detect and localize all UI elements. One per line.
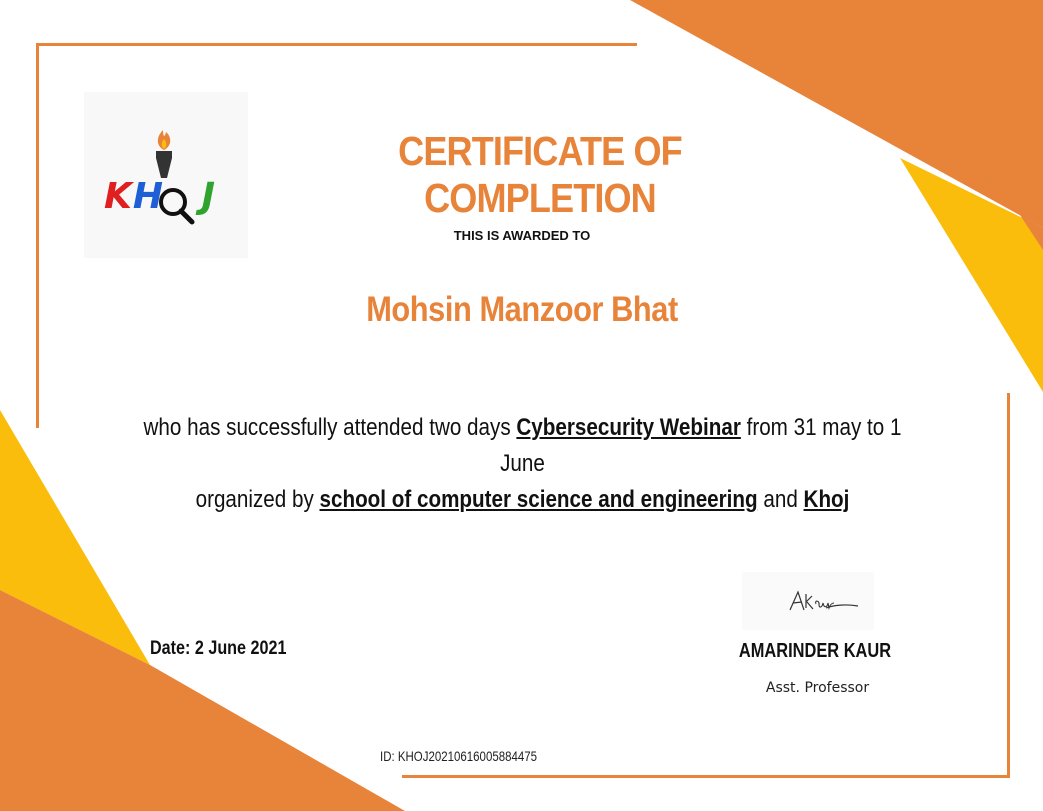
logo-letter-j: J — [201, 176, 217, 217]
bottom-left-orange-triangle — [0, 590, 405, 811]
handwritten-signature-icon — [742, 572, 874, 630]
body-line1-prefix: who has successfully attended two days — [143, 414, 517, 441]
logo-letter-o — [162, 176, 194, 217]
frame-right-line — [1007, 393, 1010, 778]
body-line2-mid: and — [757, 486, 804, 513]
logo-letter-k: K — [104, 176, 133, 217]
frame-left-line — [36, 43, 39, 428]
logo-wordmark — [104, 176, 216, 217]
certificate-date: Date: 2 June 2021 — [150, 638, 287, 659]
logo-letter-h: H — [132, 176, 165, 217]
organizer-name: school of computer science and engineering — [319, 486, 758, 513]
body-line2-prefix: organized by — [195, 486, 320, 513]
awarded-label: THIS IS AWARDED TO — [453, 228, 591, 243]
body-line1-suffix: from 31 may to 1 June — [500, 414, 902, 477]
certificate-id: ID: KHOJ20210616005884475 — [380, 748, 538, 764]
partner-name: Khoj — [803, 486, 850, 513]
torch-magnifier-logo-icon — [84, 92, 248, 258]
signature-image — [742, 572, 874, 630]
signatory-role: Asst. Professor — [765, 680, 870, 696]
recipient-name: Mohsin Manzoor Bhat — [366, 290, 678, 329]
frame-bottom-line — [402, 775, 1010, 778]
signatory-name: AMARINDER KAUR — [738, 640, 892, 662]
certificate-title: CERTIFICATE OF COMPLETION — [398, 128, 682, 221]
khoj-logo — [84, 92, 248, 258]
frame-top-line — [37, 43, 637, 46]
event-name: Cybersecurity Webinar — [516, 414, 741, 441]
certificate-body — [125, 410, 921, 518]
